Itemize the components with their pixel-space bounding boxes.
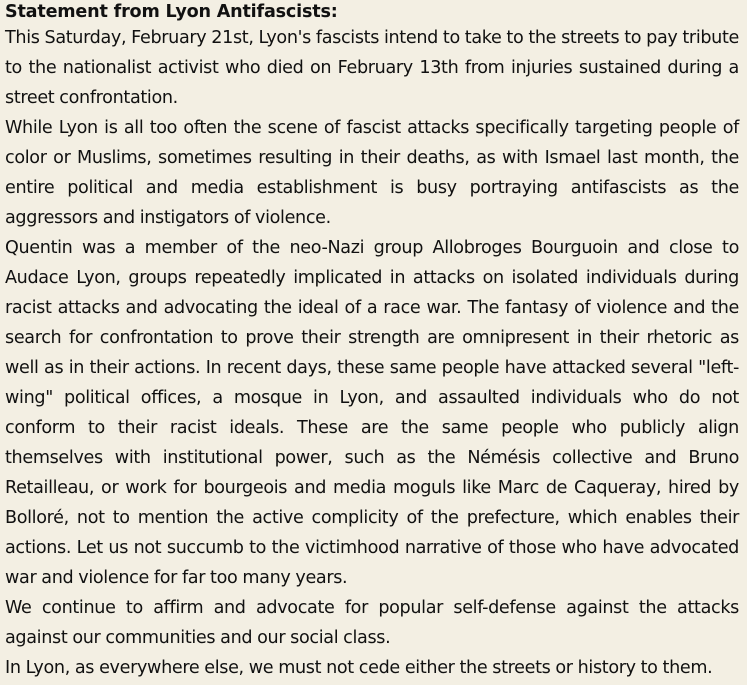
- paragraph-3: Quentin was a member of the neo-Nazi group Allobroges Bourguoin and close to Audace Lyon, groups repeatedly implicated in attacks on isolated individuals during racist attacks and advocating the ideal of a race war. The fantasy of violence and the search for confrontation to prove their strength are omnipresent in their rhetoric as well as in their actions. In recent days, these same people have attacked several "left-wing" political offices, a mosque in Lyon, and assaulted individuals who do not conform to their racist ideals. These are the same people who publicly align themselves with institutional power, such as the Némésis collective and Bruno Retailleau, or work for bourgeois and media moguls like Marc de Caqueray, hired by Bolloré, not to mention the active complicity of the prefecture, which enables their actions. Let us not succumb to the victimhood narrative of those who have advocated war and violence for far too many years.: [5, 238, 739, 588]
- paragraph-1: This Saturday, February 21st, Lyon's fascists intend to take to the streets to pay tribute to the nationalist activist who died on February 13th from injuries sustained during a street confrontation.: [5, 28, 739, 108]
- statement-title: Statement from Lyon Antifascists:: [5, 2, 338, 22]
- paragraph-4: We continue to affirm and advocate for popular self-defense against the attacks against our communities and our social class.: [5, 598, 739, 648]
- paragraph-2: While Lyon is all too often the scene of fascist attacks specifically targeting people of color or Muslims, sometimes resulting in their deaths, as with Ismael last month, the entire political and media establishment is busy portraying antifascists as the aggressors and instigators of violence.: [5, 118, 739, 228]
- paragraph-5: In Lyon, as everywhere else, we must not cede either the streets or history to them.: [5, 658, 713, 678]
